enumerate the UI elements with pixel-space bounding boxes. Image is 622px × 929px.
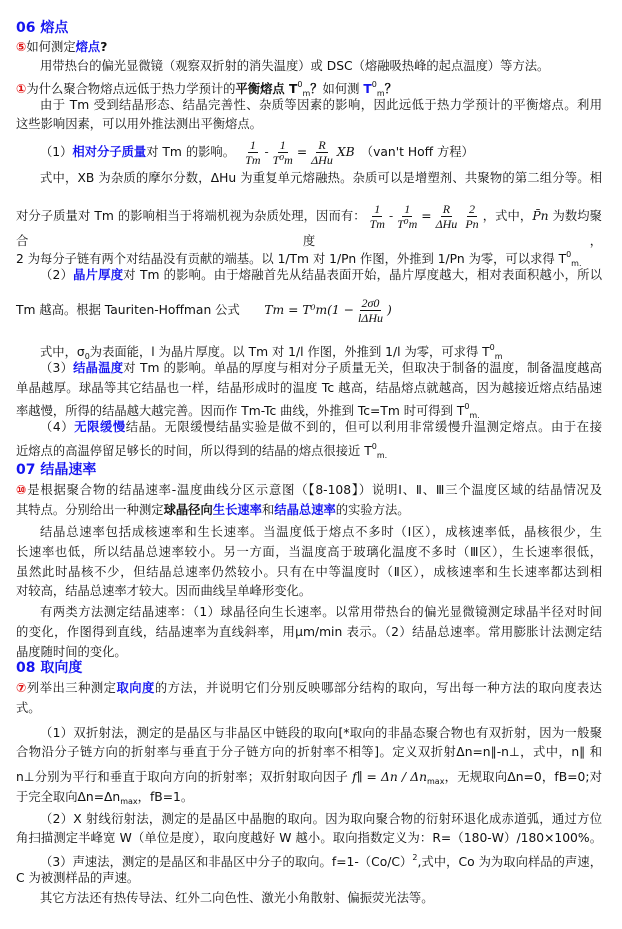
formula-text: Tm = T⁰m(1 − [264, 303, 354, 317]
fraction-numerator: 2 [468, 202, 475, 216]
body-text: （4） [40, 420, 75, 434]
heading-text: 08 取向度 [16, 660, 83, 676]
heading-text: 06 熔点 [16, 20, 69, 36]
body-text: 如何测 [322, 82, 364, 96]
fraction-numerator: 1 [249, 138, 256, 152]
text-line [40, 848, 602, 868]
subscript: m [376, 89, 385, 98]
text-line [16, 480, 602, 500]
body-text: 和 [261, 503, 275, 517]
bold-term: ？ [310, 82, 323, 96]
body-text: 长速率也低，所以结晶总速率较小。另一方面，当温度高于玻璃化温度不多时（Ⅲ区），生长速率很低， [16, 545, 602, 559]
text-line [16, 742, 602, 762]
body-text: 式。 [16, 701, 41, 715]
question-number-marker: ⑩ [16, 483, 28, 497]
body-text: 如何测定 [26, 40, 76, 54]
bold-term: 平衡熔点 T [235, 82, 298, 96]
body-text: 为什么聚合物熔点远低于热力学预计的 [26, 82, 236, 96]
text-line [16, 581, 602, 601]
body-text: 角扫描测定半峰宽 W（单位是度），取向度越好 W 越小。取向指数定义为：R=（180-W）/180×100%。 [16, 831, 602, 845]
highlight-term: T [363, 82, 372, 96]
fraction-numerator: 1 [404, 202, 411, 216]
body-text: 于完全取向Δn=Δn [16, 790, 121, 804]
fraction-denominator: Tm [369, 217, 385, 231]
body-text: 其特点。分别给出一种测定 [16, 503, 164, 517]
text-line [16, 500, 602, 520]
body-text: 结晶总速率包括成核速率和生长速率。当温度低于熔点不多时（Ⅰ区），成核速率低，晶核很少，生 [40, 525, 602, 539]
fraction-denominator: ΔHu [311, 153, 333, 167]
text-line [40, 95, 602, 115]
body-text: 式中，XB 为杂质的摩尔分数，ΔHu 为重复单元熔融热。杂质可以是增塑剂、共聚物的第二组分等。相 [40, 171, 602, 185]
highlight-term: 结晶温度 [73, 361, 124, 375]
body-text: ，式中， [482, 209, 533, 223]
superscript: 0 [464, 402, 470, 411]
body-text: （3） [40, 361, 74, 375]
subscript: m [302, 89, 311, 98]
body-text: ,式中，Co 为为取向样品的声速， [417, 855, 602, 869]
formula-fraction [395, 202, 419, 231]
section-heading [16, 658, 602, 678]
subscript: m. [469, 411, 480, 420]
text-line [40, 888, 602, 908]
highlight-term: 相对分子质量 [72, 145, 147, 159]
body-text: 单晶越厚。球晶等其它结晶也一样，结晶形成时的温度 Tc 越高，结晶熔点就越高，因为越接近熔点结晶速 [16, 381, 602, 395]
section-heading [16, 18, 602, 38]
body-text: 式中，σ [40, 345, 85, 359]
body-text: C 为被测样品的声速。 [16, 871, 140, 885]
body-text: （2）X 射线衍射法，测定的是晶区中晶胞的取向。因为取向聚合物的衍射环退化成赤道弧，通过方位 [40, 812, 602, 826]
question-number-marker: ① [16, 82, 27, 96]
subscript: 0 [84, 352, 90, 361]
highlight-term: 结晶总速率 [274, 503, 336, 517]
formula-text: - [264, 145, 269, 159]
subscript: m. [571, 259, 582, 268]
text-line [16, 114, 602, 134]
question-number-marker: ⑦ [16, 681, 27, 695]
section-heading [16, 460, 602, 480]
body-text: 虽然此时晶核不少，但结晶总速率仍然较小。只有在中等温度时（Ⅱ区），成核速率和生长速率都达到相 [16, 565, 602, 579]
body-text: 为表面能，l 为晶片厚度。以 Tm 对 1/l 作图，外推到 1/l 为零，可求得 T [89, 345, 490, 359]
body-text: 为数均聚合度， [16, 209, 602, 248]
highlight-term: 无限缓慢 [74, 420, 126, 434]
text-line [16, 787, 602, 807]
superscript: 0 [297, 80, 303, 89]
superscript: 0 [566, 250, 572, 259]
body-text: n⊥分别为平行和垂直于取向方向的折射率；双折射取向因子 [16, 770, 353, 784]
text-line [16, 868, 602, 888]
formula-fraction [434, 202, 460, 231]
bold-term: ？ [384, 82, 397, 96]
body-text: （1）双折射法，测定的是晶区与非晶区中链段的取向[*取向的非晶态聚合物也有双折射，因为一般聚 [40, 726, 602, 740]
body-text: 2 为每分子链有两个对结晶没有贡献的端基。以 1/Tm 对 1/Pn 作图，外推到 1/Pn 为零，可以求得 T [16, 252, 567, 266]
body-text: 由于 Tm 受到结晶形态、结晶完善性、杂质等因素的影响，因此远低于热力学预计的平衡熔点。利用 [40, 98, 602, 112]
body-text: 晶度随时间的变化。 [16, 645, 127, 659]
body-text: 是根据聚合物的结晶速率-温度曲线分区示意图（【8-108】）说明Ⅰ、Ⅱ、Ⅲ三个温度区域的结晶情况及 [27, 483, 602, 497]
text-line [40, 265, 602, 285]
subscript: max [120, 797, 138, 806]
text-line [40, 168, 602, 188]
body-text: 对较高，结晶总速率才较大。因而曲线呈单峰形变化。 [16, 584, 312, 598]
body-text: 列举出三种测定 [26, 681, 117, 695]
body-text: （1） [40, 145, 73, 159]
text-line [40, 602, 602, 622]
formula-fraction [368, 202, 387, 231]
text-line [16, 437, 602, 460]
body-text: 的方法，并说明它们分别反映哪部分结构的取向，写出每一种方法的取向度表达 [154, 681, 602, 695]
fraction-numerator: R [318, 138, 326, 152]
body-text: 对 Tm 的影响。 [146, 145, 242, 159]
subscript: m [494, 352, 503, 361]
body-text: 对 Tm 的影响。单晶的厚度与相对分子质量无关，但取决于制备的温度，制备温度越高 [123, 361, 602, 375]
body-text: 对 Tm 的影响。由于熔融首先从结晶表面开始，晶片厚度越大，相对表面积越小，所以 [123, 268, 602, 282]
text-line [16, 245, 602, 268]
text-line [40, 809, 602, 829]
text-line [40, 56, 602, 76]
body-text: （2） [40, 268, 74, 282]
fraction-numerator: 2σ0 [361, 296, 380, 310]
text-line [16, 562, 602, 582]
formula-fraction [356, 296, 385, 325]
body-text: 对分子质量对 Tm 的影响相当于将端机视为杂质处理，因而有： [16, 209, 366, 223]
superscript: 2 [412, 853, 418, 862]
text-line [40, 338, 602, 361]
body-text: Tm 越高。根据 Tauriten-Hoffman 公式 [16, 303, 265, 317]
bold-term: ? [100, 40, 108, 54]
question-number-marker: ⑤ [16, 40, 27, 54]
fraction-denominator: ΔHu [435, 217, 458, 231]
body-text: （van't Hoff 方程） [354, 145, 474, 159]
fraction-denominator: lΔHu [357, 311, 383, 325]
body-text: 近熔点的高温停留足够长的时间，所以得到的结晶的熔点很接近 T [16, 444, 372, 458]
fraction-denominator: Tm [245, 153, 261, 167]
text-line [16, 202, 602, 248]
formula-fraction [463, 202, 480, 231]
formula-fraction [243, 138, 262, 167]
body-text: ，无规取向Δn=0，fB=0;对 [444, 770, 603, 784]
formula-text: f∥ = Δn / Δn [352, 770, 428, 784]
text-line [40, 138, 602, 167]
subscript: max [427, 777, 445, 786]
formula-text: - [388, 209, 394, 223]
body-text: 结晶。无限缓慢结晶实验是做不到的，但可以利用非常缓慢升温测定熔点。由于在接 [125, 420, 602, 434]
body-text: （3）声速法，测定的是晶区和非晶区中分子的取向。f=1-（Co/C） [40, 855, 413, 869]
text-line [16, 622, 602, 642]
fraction-numerator: 1 [374, 202, 381, 216]
text-line [16, 37, 602, 57]
text-line [16, 378, 602, 398]
formula-text: = [421, 209, 432, 223]
superscript: 0 [371, 80, 377, 89]
body-text: 的变化，作图得到直线，结晶速率为直线斜率，用μm/min 表示。（2）结晶总速率。常用膨胀计法测定结 [16, 625, 602, 639]
fraction-denominator: T⁰m [397, 217, 418, 231]
body-text: 率越慢，所得的结晶越大越完善。因而作 Tm-Tc 曲线，外推到 Tc=Tm 时可得到 T [16, 404, 465, 418]
highlight-term: 熔点 [75, 40, 101, 54]
text-line [16, 698, 602, 718]
superscript: 0 [371, 442, 377, 451]
subscript: m. [376, 451, 388, 460]
formula-fraction [309, 138, 335, 167]
text-line [16, 296, 602, 325]
text-line [40, 522, 602, 542]
body-text: ，fB=1。 [137, 790, 194, 804]
text-line [16, 767, 602, 787]
superscript: 0 [489, 343, 495, 352]
text-line [16, 75, 602, 98]
formula-fraction [271, 138, 295, 167]
body-text: 合物沿分子链方向的折射率与垂直于分子链方向的折射率不相等]。定义双折射Δn=n∥-n⊥，式中，n∥ 和 [16, 745, 602, 759]
text-line [40, 358, 602, 378]
highlight-term: 晶片厚度 [73, 268, 124, 282]
fraction-denominator: Pn [465, 217, 479, 231]
formula-text: = [296, 145, 308, 159]
body-text: 其它方法还有热传导法、红外二向色性、激光小角散射、偏振荧光法等。 [40, 891, 434, 905]
text-line [16, 397, 602, 420]
body-text: 这些影响因素，可以用外推法测出平衡熔点。 [16, 117, 262, 131]
heading-text: 07 结晶速率 [16, 462, 97, 478]
fraction-numerator: R [442, 202, 451, 216]
formula-text: P̄n [532, 209, 549, 223]
highlight-term: 取向度 [116, 681, 155, 695]
fraction-denominator: T⁰m [272, 153, 293, 167]
text-line [16, 542, 602, 562]
bold-term: 球晶径向 [163, 503, 213, 517]
text-line [16, 828, 602, 848]
body-text: 用带热台的偏光显微镜（观察双折射的消失温度）或 DSC（熔融吸热峰的起点温度）等方法。 [40, 59, 550, 73]
text-line [40, 723, 602, 743]
formula-text: ) [387, 303, 392, 317]
highlight-term: 生长速率 [212, 503, 262, 517]
formula-text: XB [336, 145, 355, 159]
fraction-numerator: 1 [279, 138, 286, 152]
body-text: 的实验方法。 [335, 503, 410, 517]
text-line [40, 417, 602, 437]
text-line [16, 678, 602, 698]
body-text: 有两类方法测定结晶速率：（1）球晶径向生长速率。以常用带热台的偏光显微镜测定球晶半径对时间 [40, 605, 602, 619]
